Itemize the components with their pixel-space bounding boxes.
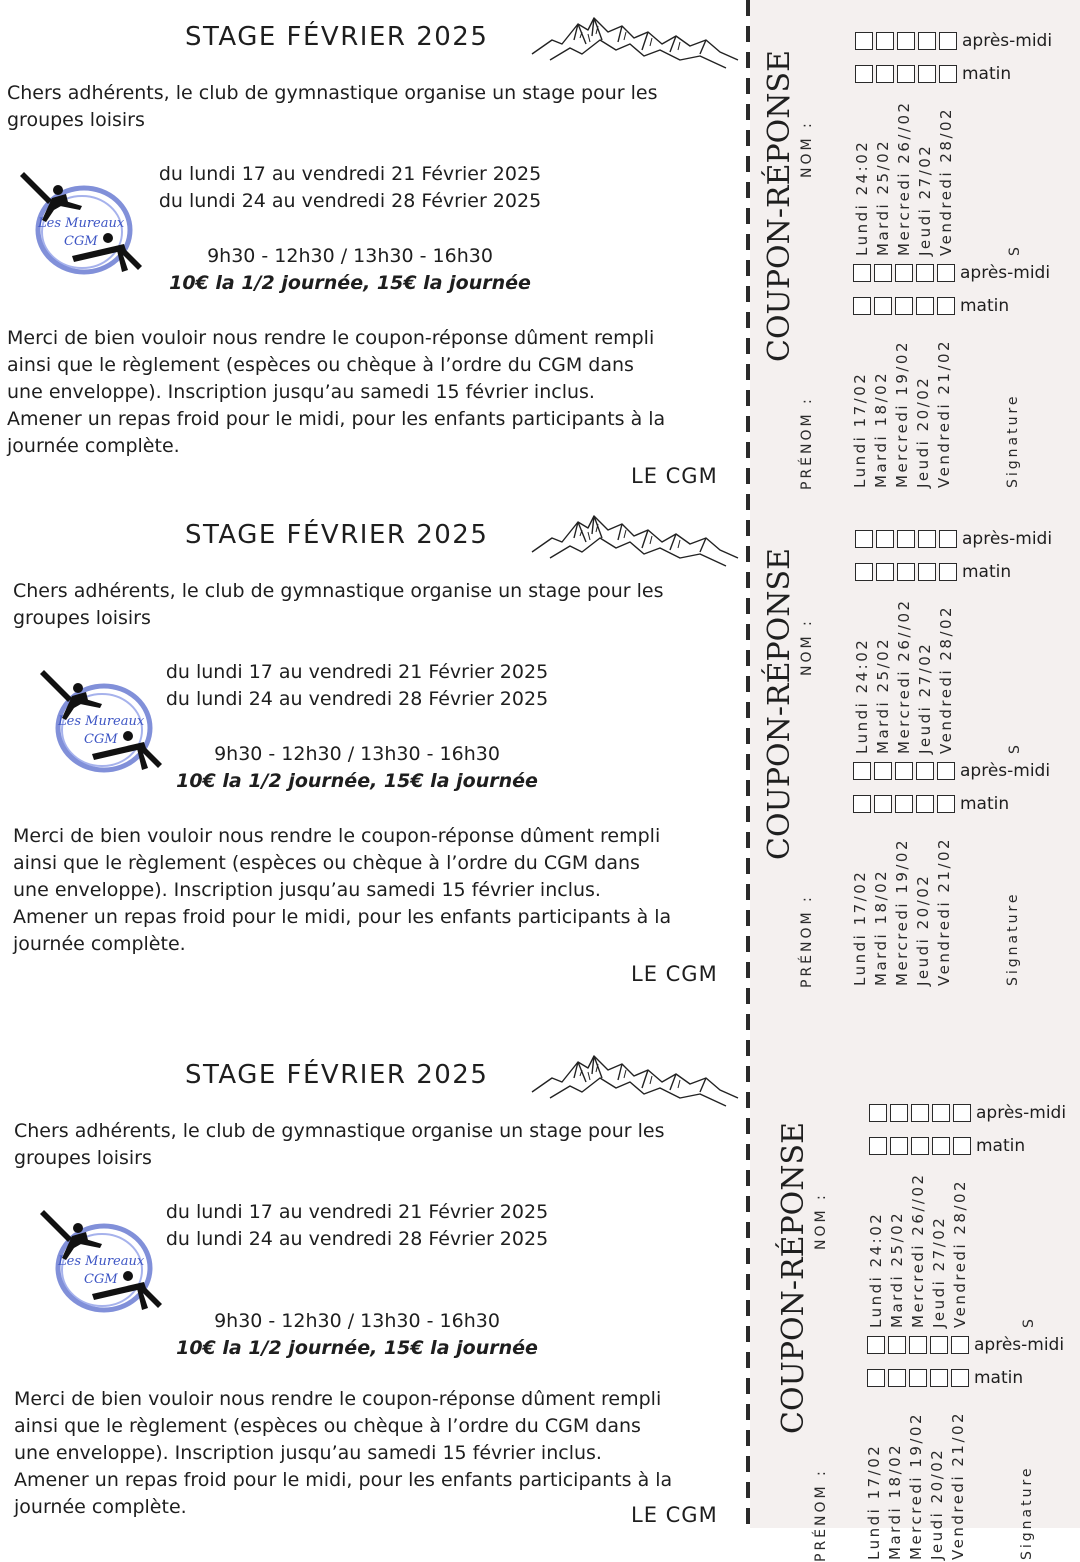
body-line: ainsi que le règlement (espèces ou chèque à l’ordre du CGM dans bbox=[14, 1415, 641, 1437]
checkbox[interactable] bbox=[953, 1104, 971, 1122]
week1-morning-row bbox=[853, 793, 1009, 815]
week2-afternoon-row bbox=[855, 528, 1052, 550]
checkbox[interactable] bbox=[853, 264, 871, 282]
dates-line: du lundi 24 au vendredi 28 Février 2025 bbox=[165, 688, 549, 710]
checkbox[interactable] bbox=[932, 1137, 950, 1155]
body-line: Merci de bien vouloir nous rendre le coupon-réponse dûment rempli bbox=[7, 327, 655, 349]
flyer-signature: LE CGM bbox=[631, 464, 718, 488]
coupon-reponse bbox=[752, 498, 1080, 998]
checkbox[interactable] bbox=[918, 32, 936, 50]
mountains-illustration bbox=[530, 1048, 740, 1110]
week1-afternoon-row bbox=[853, 262, 1050, 284]
day-label: Lundi 17/02 bbox=[851, 371, 869, 488]
intro-line: groupes loisirs bbox=[7, 109, 145, 131]
checkbox[interactable] bbox=[855, 32, 873, 50]
checkbox[interactable] bbox=[895, 795, 913, 813]
checkbox[interactable] bbox=[895, 762, 913, 780]
checkbox[interactable] bbox=[916, 297, 934, 315]
s-label: S bbox=[1007, 244, 1023, 256]
checkbox[interactable] bbox=[911, 1104, 929, 1122]
week1-morning-row bbox=[867, 1367, 1023, 1389]
box-label: après-midi bbox=[960, 761, 1051, 781]
signature-label: Signature bbox=[1005, 891, 1021, 986]
week2-morning-row bbox=[855, 561, 1011, 583]
intro-line: Chers adhérents, le club de gymnastique organise un stage pour les bbox=[7, 82, 658, 104]
body-line: ainsi que le règlement (espèces ou chèque à l’ordre du CGM dans bbox=[13, 852, 640, 874]
day-label: Lundi 17/02 bbox=[851, 869, 869, 986]
day-label: Mardi 18/02 bbox=[886, 1442, 904, 1560]
flyer-section bbox=[0, 498, 745, 998]
coupon-title: COUPON-RÉPONSE bbox=[776, 1122, 811, 1434]
day-label: Vendredi 21/02 bbox=[935, 338, 953, 488]
checkbox[interactable] bbox=[932, 1104, 950, 1122]
box-label: matin bbox=[960, 794, 1010, 814]
checkbox[interactable] bbox=[909, 1369, 927, 1387]
checkbox[interactable] bbox=[853, 795, 871, 813]
checkbox[interactable] bbox=[874, 297, 892, 315]
checkbox[interactable] bbox=[916, 795, 934, 813]
nom-label: NOM : bbox=[813, 1192, 829, 1250]
day-label: Mercredi 26//02 bbox=[895, 100, 913, 256]
checkbox[interactable] bbox=[895, 297, 913, 315]
flyer-title: STAGE FÉVRIER 2025 bbox=[185, 1060, 489, 1090]
box-label: après-midi bbox=[974, 1335, 1065, 1355]
body-line: journée complète. bbox=[13, 933, 186, 955]
checkbox[interactable] bbox=[897, 563, 915, 581]
day-label: Mercredi 19/02 bbox=[893, 837, 911, 986]
day-label: Lundi 24:02 bbox=[867, 1211, 885, 1328]
day-label: Vendredi 21/02 bbox=[935, 836, 953, 986]
checkbox[interactable] bbox=[918, 563, 936, 581]
day-label: Mardi 18/02 bbox=[872, 370, 890, 488]
nom-label: NOM : bbox=[799, 120, 815, 178]
s-label: S bbox=[1021, 1316, 1037, 1328]
body-line: Amener un repas froid pour le midi, pour les enfants participants à la bbox=[7, 408, 666, 430]
body-line: Amener un repas froid pour le midi, pour les enfants participants à la bbox=[14, 1469, 673, 1491]
checkbox[interactable] bbox=[895, 264, 913, 282]
checkbox[interactable] bbox=[951, 1369, 969, 1387]
week1-afternoon-row bbox=[867, 1334, 1064, 1356]
flyer-signature: LE CGM bbox=[631, 962, 718, 986]
day-label: Lundi 24:02 bbox=[853, 139, 871, 256]
mountains-illustration bbox=[530, 508, 740, 570]
flyer-signature: LE CGM bbox=[631, 1503, 718, 1527]
checkbox[interactable] bbox=[890, 1137, 908, 1155]
body-line: journée complète. bbox=[14, 1496, 187, 1518]
body-line: Merci de bien vouloir nous rendre le coupon-réponse dûment rempli bbox=[14, 1388, 662, 1410]
prenom-label: PRÉNOM : bbox=[813, 1468, 829, 1562]
checkbox[interactable] bbox=[939, 530, 957, 548]
checkbox[interactable] bbox=[853, 297, 871, 315]
checkbox[interactable] bbox=[939, 563, 957, 581]
week1-morning-row bbox=[853, 295, 1009, 317]
checkbox[interactable] bbox=[916, 264, 934, 282]
hours-line: 9h30 - 12h30 / 13h30 - 16h30 bbox=[214, 743, 500, 765]
checkbox[interactable] bbox=[888, 1336, 906, 1354]
nom-label: NOM : bbox=[799, 618, 815, 676]
dates-line: du lundi 17 au vendredi 21 Février 2025 bbox=[165, 1201, 549, 1223]
checkbox[interactable] bbox=[930, 1369, 948, 1387]
coupon-reponse bbox=[752, 0, 1080, 500]
cut-line bbox=[746, 0, 750, 1528]
checkbox[interactable] bbox=[855, 65, 873, 83]
checkbox[interactable] bbox=[951, 1336, 969, 1354]
logo-text-line: Les Mureaux bbox=[58, 1254, 145, 1269]
s-label: S bbox=[1007, 742, 1023, 754]
checkbox[interactable] bbox=[876, 65, 894, 83]
hours-line: 9h30 - 12h30 / 13h30 - 16h30 bbox=[214, 1310, 500, 1332]
coupon-reponse bbox=[752, 1038, 1080, 1562]
day-label: Jeudi 27/02 bbox=[916, 641, 934, 754]
prenom-label: PRÉNOM : bbox=[799, 894, 815, 988]
day-label: Mercredi 19/02 bbox=[907, 1411, 925, 1560]
checkbox[interactable] bbox=[939, 65, 957, 83]
day-label: Jeudi 20/02 bbox=[914, 375, 932, 488]
checkbox[interactable] bbox=[874, 264, 892, 282]
week1-afternoon-row bbox=[853, 760, 1050, 782]
dates-line: du lundi 17 au vendredi 21 Février 2025 bbox=[158, 163, 542, 185]
box-label: après-midi bbox=[962, 529, 1053, 549]
week2-morning-row bbox=[855, 63, 1011, 85]
dates-line: du lundi 24 au vendredi 28 Février 2025 bbox=[165, 1228, 549, 1250]
box-label: matin bbox=[960, 296, 1010, 316]
checkbox[interactable] bbox=[897, 65, 915, 83]
price-line: 10€ la 1/2 journée, 15€ la journée bbox=[169, 272, 531, 294]
day-label: Jeudi 27/02 bbox=[930, 1215, 948, 1328]
day-label: Mercredi 19/02 bbox=[893, 339, 911, 488]
checkbox[interactable] bbox=[897, 32, 915, 50]
checkbox[interactable] bbox=[874, 795, 892, 813]
day-label: Mardi 25/02 bbox=[874, 138, 892, 256]
signature-label: Signature bbox=[1005, 393, 1021, 488]
checkbox[interactable] bbox=[876, 563, 894, 581]
checkbox[interactable] bbox=[939, 32, 957, 50]
day-label: Mardi 25/02 bbox=[874, 636, 892, 754]
checkbox[interactable] bbox=[911, 1137, 929, 1155]
checkbox[interactable] bbox=[855, 563, 873, 581]
logo-text-line: CGM bbox=[84, 1272, 118, 1287]
day-label: Jeudi 20/02 bbox=[914, 873, 932, 986]
checkbox[interactable] bbox=[853, 762, 871, 780]
price-line: 10€ la 1/2 journée, 15€ la journée bbox=[176, 1337, 538, 1359]
body-line: une enveloppe). Inscription jusqu’au samedi 15 février inclus. bbox=[14, 1442, 602, 1464]
dates-line: du lundi 17 au vendredi 21 Février 2025 bbox=[165, 661, 549, 683]
week2-afternoon-row bbox=[855, 30, 1052, 52]
coupon-title: COUPON-RÉPONSE bbox=[762, 50, 797, 362]
checkbox[interactable] bbox=[874, 762, 892, 780]
checkbox[interactable] bbox=[876, 530, 894, 548]
box-label: matin bbox=[974, 1368, 1024, 1388]
checkbox[interactable] bbox=[869, 1104, 887, 1122]
signature-label: Signature bbox=[1019, 1465, 1035, 1560]
checkbox[interactable] bbox=[867, 1369, 885, 1387]
day-label: Jeudi 27/02 bbox=[916, 143, 934, 256]
checkbox[interactable] bbox=[855, 530, 873, 548]
checkbox[interactable] bbox=[930, 1336, 948, 1354]
intro-line: groupes loisirs bbox=[14, 1147, 152, 1169]
price-line: 10€ la 1/2 journée, 15€ la journée bbox=[176, 770, 538, 792]
flyer-section bbox=[0, 1038, 745, 1538]
box-label: après-midi bbox=[962, 31, 1053, 51]
day-label: Lundi 24:02 bbox=[853, 637, 871, 754]
day-label: Mercredi 26//02 bbox=[895, 598, 913, 754]
day-label: Vendredi 28/02 bbox=[937, 106, 955, 256]
body-line: Amener un repas froid pour le midi, pour les enfants participants à la bbox=[13, 906, 672, 928]
checkbox[interactable] bbox=[867, 1336, 885, 1354]
checkbox[interactable] bbox=[890, 1104, 908, 1122]
day-label: Mercredi 26//02 bbox=[909, 1172, 927, 1328]
intro-line: groupes loisirs bbox=[13, 607, 151, 629]
checkbox[interactable] bbox=[916, 762, 934, 780]
logo-text-line: Les Mureaux bbox=[58, 714, 145, 729]
body-line: une enveloppe). Inscription jusqu’au samedi 15 février inclus. bbox=[13, 879, 601, 901]
day-label: Lundi 17/02 bbox=[865, 1443, 883, 1560]
logo-text-line: CGM bbox=[64, 234, 98, 249]
checkbox[interactable] bbox=[918, 530, 936, 548]
coupon-title: COUPON-RÉPONSE bbox=[762, 548, 797, 860]
box-label: après-midi bbox=[960, 263, 1051, 283]
day-label: Vendredi 21/02 bbox=[949, 1410, 967, 1560]
week2-morning-row bbox=[869, 1135, 1025, 1157]
logo-text-line: CGM bbox=[84, 732, 118, 747]
checkbox[interactable] bbox=[937, 762, 955, 780]
checkbox[interactable] bbox=[937, 297, 955, 315]
flyer-section bbox=[0, 0, 745, 500]
mountains-illustration bbox=[530, 10, 740, 72]
intro-line: Chers adhérents, le club de gymnastique organise un stage pour les bbox=[14, 1120, 665, 1142]
checkbox[interactable] bbox=[909, 1336, 927, 1354]
day-label: Mardi 18/02 bbox=[872, 868, 890, 986]
day-label: Vendredi 28/02 bbox=[937, 604, 955, 754]
body-line: une enveloppe). Inscription jusqu’au samedi 15 février inclus. bbox=[7, 381, 595, 403]
checkbox[interactable] bbox=[888, 1369, 906, 1387]
body-line: journée complète. bbox=[7, 435, 180, 457]
box-label: matin bbox=[962, 562, 1012, 582]
intro-line: Chers adhérents, le club de gymnastique organise un stage pour les bbox=[13, 580, 664, 602]
day-label: Mardi 25/02 bbox=[888, 1210, 906, 1328]
dates-line: du lundi 24 au vendredi 28 Février 2025 bbox=[158, 190, 542, 212]
box-label: matin bbox=[962, 64, 1012, 84]
checkbox[interactable] bbox=[918, 65, 936, 83]
body-line: ainsi que le règlement (espèces ou chèque à l’ordre du CGM dans bbox=[7, 354, 634, 376]
checkbox[interactable] bbox=[953, 1137, 971, 1155]
flyer-title: STAGE FÉVRIER 2025 bbox=[185, 520, 489, 550]
box-label: matin bbox=[976, 1136, 1026, 1156]
day-label: Vendredi 28/02 bbox=[951, 1178, 969, 1328]
checkbox[interactable] bbox=[897, 530, 915, 548]
hours-line: 9h30 - 12h30 / 13h30 - 16h30 bbox=[207, 245, 493, 267]
day-label: Jeudi 20/02 bbox=[928, 1447, 946, 1560]
flyer-title: STAGE FÉVRIER 2025 bbox=[185, 22, 489, 52]
week2-afternoon-row bbox=[869, 1102, 1066, 1124]
checkbox[interactable] bbox=[876, 32, 894, 50]
checkbox[interactable] bbox=[937, 795, 955, 813]
box-label: après-midi bbox=[976, 1103, 1067, 1123]
checkbox[interactable] bbox=[937, 264, 955, 282]
checkbox[interactable] bbox=[869, 1137, 887, 1155]
logo-text-line: Les Mureaux bbox=[38, 216, 125, 231]
club-logo bbox=[12, 160, 147, 290]
body-line: Merci de bien vouloir nous rendre le coupon-réponse dûment rempli bbox=[13, 825, 661, 847]
prenom-label: PRÉNOM : bbox=[799, 396, 815, 490]
